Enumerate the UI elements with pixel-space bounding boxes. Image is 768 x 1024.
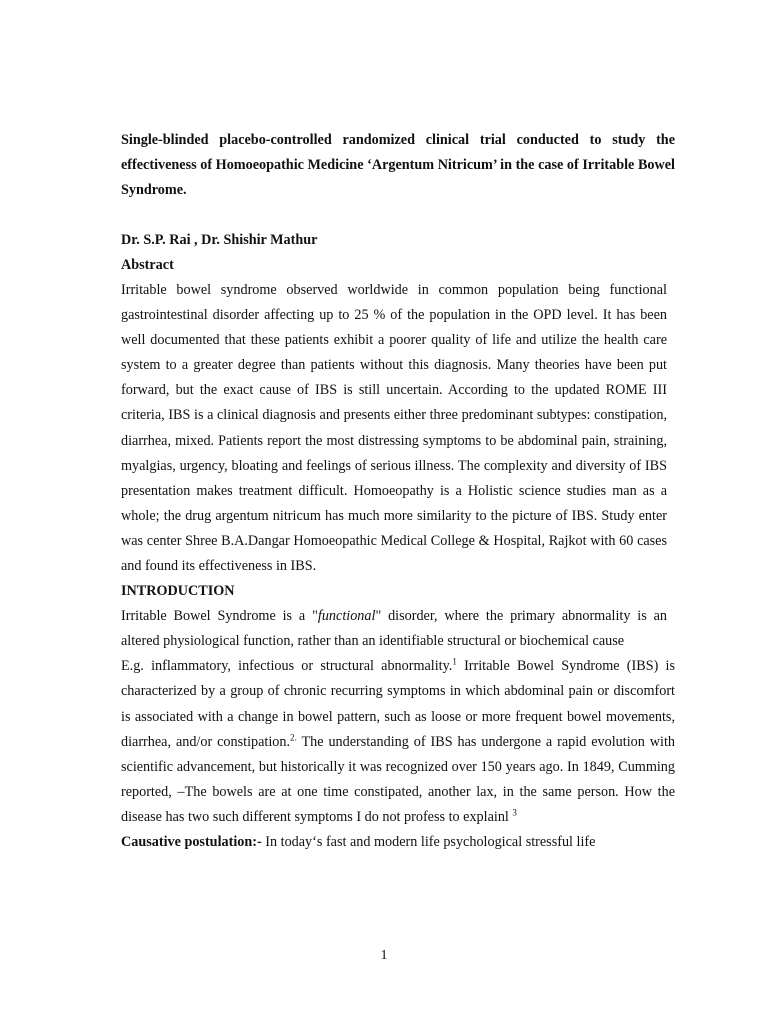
abstract-text: Irritable bowel syndrome observed worldwide in common population being functional gastrointestinal disorder affecting up to 25 % of the population in the OPD level. It has been well documented that these patients exhibit a poorer quality of life and utilize the health care system to a greater degree than patients without this diagnosis. Many theories have been put forward, but the exact cause of IBS is still uncertain. According to the updated ROME III criteria, IBS is a clinical diagnosis and presents either three predominant subtypes: constipation, diarrhea, mixed. Patients report the most distressing symptoms to be abdominal pain, straining, myalgias, urgency, bloating and feelings of serious illness. The complexity and diversity of IBS presentation makes treatment difficult. Homoeopathy is a Holistic science studies man as a whole; the drug argentum nitricum has much more similarity to the picture of IBS. Study enter was center Shree B.A.Dangar Homoeopathic Medical College & Hospital, Rajkot with 60 cases and found its effectiveness in IBS. (121, 282, 667, 575)
introduction-paragraph-2 (121, 654, 675, 830)
paper-title: Single-blinded placebo-controlled randomized clinical trial conducted to study the effectiveness of Homoeopathic Medicine ‘Argentum Nitricum’ in the case of Irritable Bowel Syndrome. (121, 132, 675, 198)
paper-page (121, 128, 675, 855)
intro-p2-text-b: Irritable Bowel Syndrome (IBS) is characterized by a group of chronic recurring symptoms in which abdominal pain or discomfort is associated with a change in bowel pattern, such as loose or more frequent bowel movements, diarrhea, and/or constipation. (121, 658, 675, 750)
reference-marker-1: 1 (452, 656, 457, 667)
causative-paragraph (121, 830, 675, 855)
intro-p2-text-c: The understanding of IBS has undergone a rapid evolution with scientific advancement, but historically it was recognized over 150 years ago. In 1849, Cumming reported, –The bowels are at one time constipated, another lax, in the same person. How the disease has two such different symptoms I do not profess to explainl (121, 733, 675, 825)
introduction-paragraph-1 (121, 604, 667, 654)
causative-text: In today‘s fast and modern life psychological stressful life (261, 833, 596, 850)
intro-p2-text-a: E.g. inflammatory, infectious or structural abnormality. (121, 658, 453, 675)
page-number: 1 (380, 948, 388, 963)
intro-p1-italic: functional (317, 608, 376, 625)
intro-p1-text-b: " disorder, where the primary abnormality is an altered physiological function, rather than an identifiable structural or biochemical cause (121, 608, 667, 650)
causative-label: Causative postulation:- (121, 833, 262, 850)
abstract-heading: Abstract (121, 257, 174, 273)
introduction-heading: INTRODUCTION (121, 583, 235, 600)
reference-marker-2: 2. (290, 731, 297, 742)
reference-marker-3: 3 (512, 807, 517, 818)
intro-p1-text-a: Irritable Bowel Syndrome is a " (121, 608, 318, 625)
paper-authors: Dr. S.P. Rai , Dr. Shishir Mathur (121, 232, 318, 248)
